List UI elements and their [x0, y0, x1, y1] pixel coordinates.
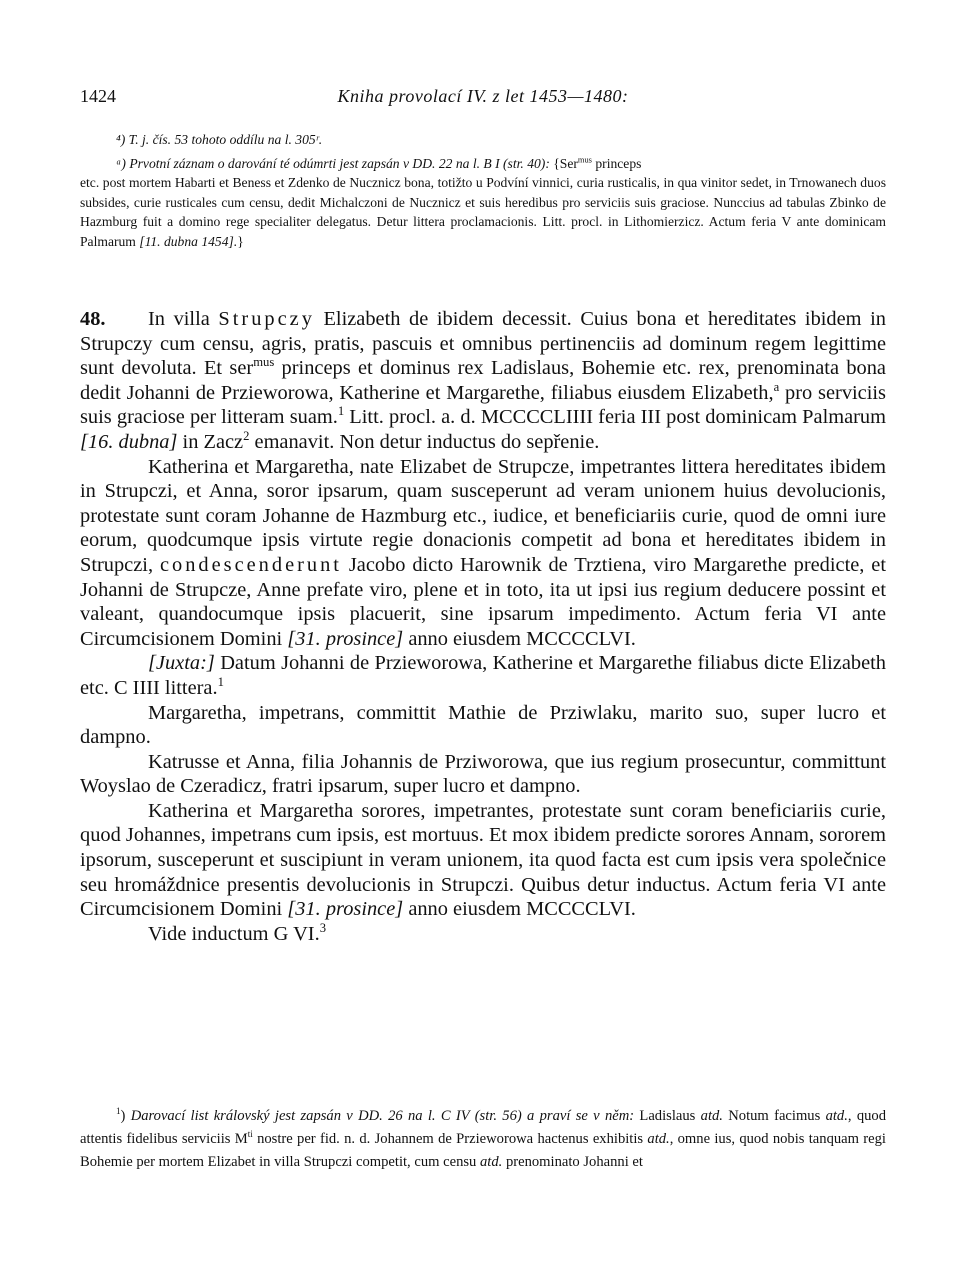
text-run: Notum facimus [722, 1108, 826, 1124]
footnote-ref-3: 3 [319, 921, 327, 936]
text-run: Katherina et Margaretha sorores, impetrantes, protestate sunt coram beneficiariis curie, quod Johannes, impetrans cum ipsis, est mortuus. Et mox ibidem predicte sorores Annam, sororem ipsorum, susceperunt et suscipiunt in veram unionem, ita quod facta est cum ipsis vera společnice seu hromáždnice presentis devolucionis in Strupczi. Quibus detur inductus. Actum feria VI ante Circumcisionem Domini [80, 799, 886, 921]
text-run: anno eiusdem MCCCCLVI. [403, 627, 636, 650]
atd: atd. [480, 1154, 503, 1170]
text-run: Katherina et Margaretha, nate Elizabet de Strupcze, impetrantes littera hereditates ibidem in Strupczi, et Anna, soror ipsarum, quam susceperunt ad veram unionem huius devolucionis, protestate sunt coram Johanne de Hazmburg etc., iudice, et beneficiariis curie, quod de omni iure eorum, quodcumque ipsis virtute regie donacionis competit ad bona et hereditates ibidem in Strupczi, [80, 455, 886, 576]
text-run: emanavit. Non detur inductus do sepřenie. [249, 430, 600, 453]
text-run: Litt. procl. a. d. MCCCCLIIII feria III post dominicam Palmarum [344, 406, 886, 429]
entry-paragraph-6 [80, 799, 886, 922]
note-a-sup: mus [577, 154, 592, 165]
place-name-spaced: Strupczy [218, 308, 315, 330]
footnote-ref-1: 1 [337, 404, 345, 419]
note-4-text: ⁴) T. j. čís. 53 tohoto oddílu na l. 305ʳ. [116, 132, 323, 147]
atd: atd. [825, 1108, 848, 1124]
text-run: In villa [148, 308, 219, 330]
footnote-ref-2: 2 [243, 429, 250, 444]
note-a-body: etc. post mortem Habarti et Beness et Zdenko de Nucznicz bona, totižto u Podvíní vinnici, curia rusticalis, in qua vinitor sedet, in Trnowanech duos subsides, curie rusticales cum censu, dedit Michalczoni de Nucznicz et suis heredibus pro serviciis suis graciose. Nunccius ad tabulas Zbinko de Hazmburg fuit a domino rege specialiter delegatus. Detur littera proclamacionis. Litt. procl. in Lithomierzicz. Actum feria V ante dominicam Palmarum [80, 175, 886, 249]
atd: atd. [700, 1108, 723, 1124]
text-run: princeps et dominus rex Ladislaus, Bohemie etc. rex, prenominata bona dedit Johanni de Przieworowa, Katherine et Margarethe, filiabus eiusdem Elizabeth, [80, 357, 886, 404]
text-run: Jacobo dicto Harownik de Trztiena, viro Margarethe predicte, et Johanni de Strupcze, Anne prefate viro, plene et in toto, ita ut ipsi ius regium deducere possint et valeant, quandocumque ipsis placuerit, sine ipsarum impedimento. Actum feria VI ante Circumcisionem Domini [80, 553, 886, 650]
text-run: pro serviciis suis graciose per litteram suam. [80, 381, 886, 429]
text-run: Datum Johanni de Przieworowa, Katherine et Margarethe filiabus dicte Elizabeth etc. C IIII littera. [80, 652, 886, 699]
date-bracket: [16. dubna] [80, 430, 178, 453]
juxta-label: [Juxta:] [148, 652, 215, 675]
footnote-ref-1: 1 [217, 675, 224, 690]
footnotes [80, 1105, 886, 1174]
footnote-mark: 1 [116, 1106, 121, 1117]
footnote-italic: Darovací list královský jest zapsán v DD. 26 na l. C IV (str. 56) a praví se v něm: [130, 1108, 635, 1124]
spaced-word: condescenderunt [159, 553, 342, 576]
entry-paragraph-2 [80, 455, 886, 652]
footnote-ref-a: a [773, 379, 780, 394]
note-a-label: ᵃ) Prvotní záznam o darování té odúmrti jest zapsán v DD. 22 na l. B I (str. 40): [116, 156, 550, 171]
entry-paragraph-4: Margaretha, impetrans, committit Mathie de Prziwlaku, marito suo, super lucro et dampno. [80, 701, 886, 749]
text-run: Ladislaus [634, 1108, 701, 1124]
carryover-note-a [80, 154, 886, 251]
running-title: Kniha provolací IV. z let 1453—1480: [337, 86, 629, 106]
atd: atd. [647, 1131, 670, 1147]
note-a-tail: princeps [591, 156, 642, 171]
page-number: 1424 [80, 86, 116, 106]
note-a-close: } [237, 233, 244, 249]
note-a-sermus: {Ser [553, 156, 578, 171]
entry-48 [80, 307, 886, 946]
note-a-date: [11. dubna 1454]. [139, 233, 238, 249]
text-run: Vide inductum G VI. [148, 922, 320, 945]
text-run: anno eiusdem MCCCCLVI. [403, 898, 636, 921]
superscript: ti [247, 1129, 253, 1140]
entry-number: 48. [80, 308, 106, 330]
date-bracket: [31. prosince] [287, 898, 404, 921]
page-header [80, 86, 886, 110]
text-run: in Zacz [177, 430, 244, 453]
superscript: mus [253, 355, 275, 370]
text-run: Elizabeth de ibidem decessit. Cuius bona et hereditates ibidem in Strupczy cum censu, agris, pratis, pascuis et omnibus pertinenciis ad dominum regem legittime sunt devoluta. Et ser [80, 308, 886, 380]
carryover-note-4 [80, 130, 886, 149]
entry-paragraph-1 [80, 307, 886, 455]
text-run: , omne ius, quod nobis tanquam regi Bohemie per mortem Elizabet in villa Strupczi competit, cum censu [80, 1131, 886, 1170]
text-run: , quod attentis fidelibus serviciis M [80, 1108, 887, 1147]
text-run: ) [120, 1108, 131, 1124]
text-run: prenominato Johanni et [502, 1154, 643, 1170]
text-run: nostre per fid. n. d. Johannem de Przieworowa hactenus exhibitis [252, 1131, 648, 1147]
entry-paragraph-5: Katrusse et Anna, filia Johannis de Prziworowa, que ius regium prosecuntur, committunt Woyslao de Czeradicz, fratri ipsarum, super lucro et dampno. [80, 750, 886, 798]
entry-paragraph-7 [80, 922, 886, 947]
footnote-1 [80, 1105, 886, 1174]
entry-paragraph-3 [80, 651, 886, 700]
date-bracket: [31. prosince] [287, 627, 404, 650]
